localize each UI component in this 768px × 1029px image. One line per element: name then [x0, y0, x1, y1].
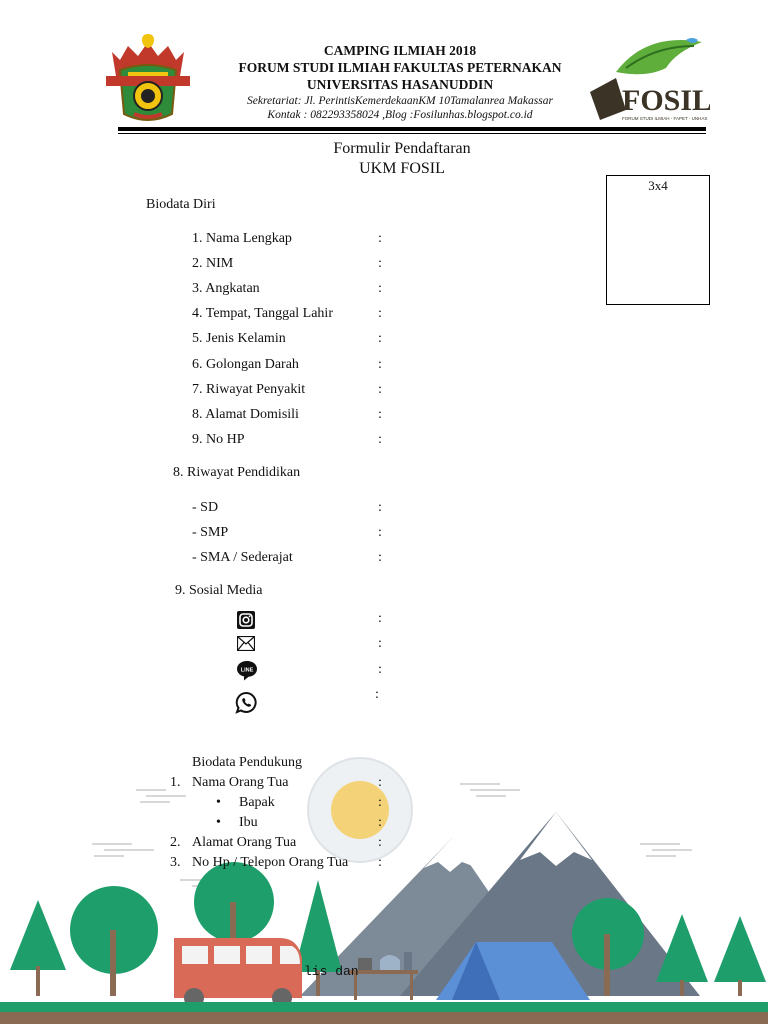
van-icon: [174, 938, 302, 1008]
field-colon: :: [378, 407, 382, 422]
pendidikan-sma: - SMA / Sederajat: [192, 550, 293, 565]
field-jenis-kelamin: 5. Jenis Kelamin: [192, 331, 286, 346]
pendidikan-sd: - SD: [192, 500, 219, 515]
field-nama-lengkap: 1. Nama Lengkap: [192, 231, 292, 246]
field-ibu: Ibu: [239, 815, 258, 830]
photo-box-label: 3x4: [648, 178, 668, 193]
pendukung-heading: Biodata Pendukung: [192, 755, 303, 770]
field-angkatan: 3. Angkatan: [192, 281, 260, 296]
pendukung-bullet: •: [216, 815, 221, 830]
pendukung-num: 2.: [170, 835, 181, 850]
camping-illustration: [0, 720, 768, 1024]
field-alamat-orang-tua: Alamat Orang Tua: [192, 835, 297, 850]
field-golongan-darah: 6. Golongan Darah: [192, 357, 299, 372]
pendidikan-heading: 8. Riwayat Pendidikan: [173, 465, 301, 480]
instagram-icon: [237, 611, 255, 634]
biodata-heading: Biodata Diri: [146, 197, 216, 212]
field-colon: :: [378, 281, 382, 296]
pendukung-bullet: •: [216, 795, 221, 810]
email-icon: [237, 636, 255, 656]
field-colon: :: [378, 815, 382, 830]
field-colon: :: [378, 231, 382, 246]
field-nim: 2. NIM: [192, 256, 234, 271]
field-colon: :: [378, 795, 382, 810]
field-colon: :: [378, 256, 382, 271]
fosil-logo-caption: FORUM STUDI ILMIAH - FAPET - UNHAS: [622, 116, 708, 121]
svg-text:LINE: LINE: [240, 667, 254, 674]
ground-dirt: [0, 1012, 768, 1024]
field-colon: :: [378, 382, 382, 397]
pendukung-num: 1.: [170, 775, 181, 790]
field-colon: :: [378, 636, 382, 651]
field-colon: :: [378, 306, 382, 321]
whatsapp-icon: [235, 691, 258, 719]
university-logo: [106, 30, 190, 124]
photo-box: [606, 175, 710, 305]
field-alamat-domisili: 8. Alamat Domisili: [192, 407, 299, 422]
header-rule-thick: [118, 127, 706, 131]
field-colon: :: [378, 357, 382, 372]
field-colon: :: [378, 855, 382, 870]
line-icon: [236, 660, 258, 687]
sun-icon: [308, 758, 412, 862]
field-nama-orang-tua: Nama Orang Tua: [192, 775, 289, 790]
field-colon: :: [378, 525, 382, 540]
fosil-logo-text: FOSIL: [622, 84, 710, 117]
field-no-hp: 9. No HP: [192, 432, 245, 447]
field-colon: :: [378, 775, 382, 790]
field-no-hp-orang-tua: No Hp / Telepon Orang Tua: [192, 855, 349, 870]
field-tempat-tanggal-lahir: 4. Tempat, Tanggal Lahir: [192, 306, 333, 321]
field-colon: :: [375, 687, 379, 702]
form-title: Formulir Pendaftaran: [333, 140, 471, 157]
field-colon: :: [378, 611, 382, 626]
pendidikan-smp: - SMP: [192, 525, 229, 540]
header-rule-thin: [118, 133, 706, 134]
field-colon: :: [378, 550, 382, 565]
pendukung-num: 3.: [170, 855, 181, 870]
header-line-1: CAMPING ILMIAH 2018: [323, 43, 477, 58]
header-secretariat: Sekretariat: Jl. PerintisKemerdekaanKM 10Tamalanrea Makassar: [247, 95, 553, 107]
field-bapak: Bapak: [239, 795, 275, 810]
header-line-2: FORUM STUDI ILMIAH FAKULTAS PETERNAKAN: [238, 60, 562, 75]
field-colon: :: [378, 500, 382, 515]
footer-text-fragment: lis dan: [304, 964, 359, 979]
header-line-3: UNIVERSITAS HASANUDDIN: [306, 77, 494, 92]
fosil-logo: [586, 32, 710, 124]
field-riwayat-penyakit: 7. Riwayat Penyakit: [192, 382, 306, 397]
header-contact: Kontak : 082293358024 ,Blog :Fosilunhas.blogspot.co.id: [267, 109, 533, 121]
field-colon: :: [378, 662, 382, 677]
sosmed-heading: 9. Sosial Media: [175, 583, 263, 598]
ground-grass: [0, 1002, 768, 1012]
field-colon: :: [378, 331, 382, 346]
form-subtitle: UKM FOSIL: [359, 160, 445, 177]
field-colon: :: [378, 835, 382, 850]
field-colon: :: [378, 432, 382, 447]
